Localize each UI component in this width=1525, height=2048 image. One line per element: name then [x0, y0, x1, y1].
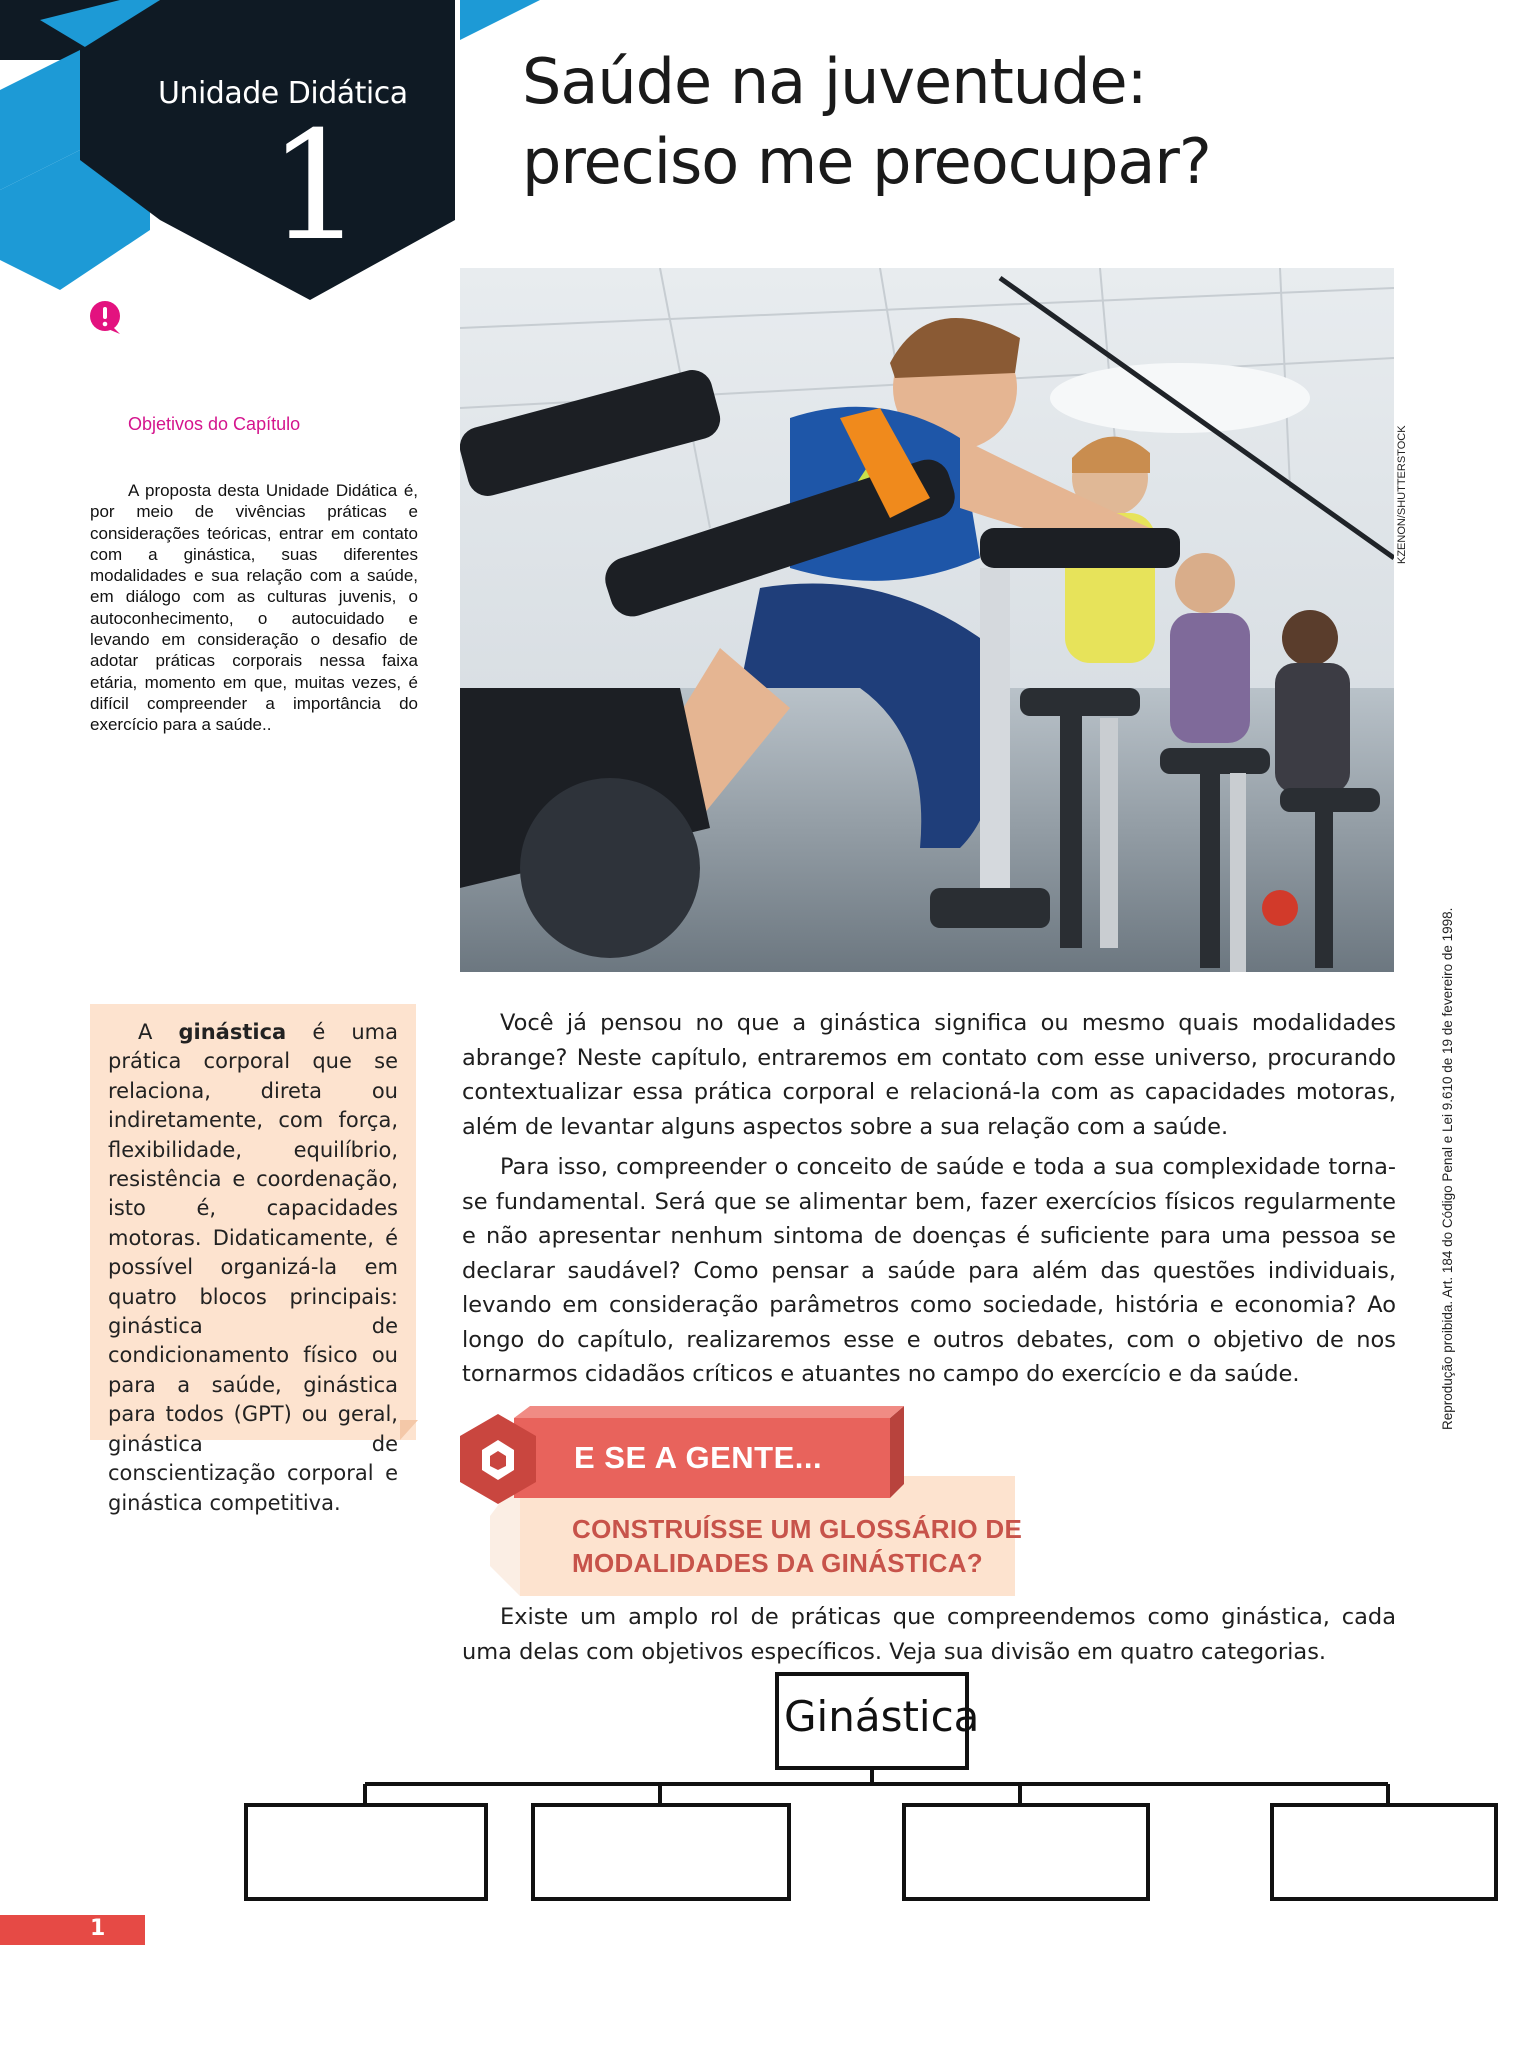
page-title-line-1: Saúde na juventude:: [522, 45, 1147, 118]
unit-label: Unidade Didática: [158, 76, 408, 111]
definition-text-rest: é uma prática corporal que se relaciona, direta ou indiretamente, com força, flexibilidade, equilíbrio, resistência e coordenação, isto é, capacidades motoras. Didaticamente, é possível organizá-la em quatro blocos principais: ginástica de condicionamento físico ou para a saúde, ginástica para todos (GPT) ou geral, ginástica de conscientização corporal e ginástica competitiva.: [108, 1020, 398, 1515]
definition-box-fold: [400, 1420, 418, 1442]
diagram-root-label: Ginástica: [784, 1692, 980, 1741]
body-paragraph-1: Você já pensou no que a ginástica significa ou mesmo quais modalidades abrange? Neste capítulo, entraremos em contato com esse universo, procurando contextualizar essa prática corporal e relacioná-la com as capacidades motoras, além de levantar alguns aspectos sobre a sua relação com a saúde.: [462, 1010, 1396, 1140]
diagram-child-box-1: [246, 1805, 486, 1899]
objectives-heading: Objetivos do Capítulo: [128, 414, 301, 434]
diagram-child-box-3: [904, 1805, 1148, 1899]
banner-subtitle-line-2: MODALIDADES DA GINÁSTICA?: [572, 1548, 983, 1578]
definition-term: ginástica: [178, 1020, 287, 1044]
exclamation-speech-icon: [88, 300, 124, 336]
spinning-class-illustration: [460, 268, 1394, 972]
unit-number: 1: [268, 100, 364, 274]
page-number-bar: [0, 1915, 145, 1945]
legal-notice: Reprodução proibida. Art. 184 do Código Penal e Lei 9.610 de 19 de fevereiro de 1998.: [1440, 907, 1455, 1430]
diagram-child-box-4: [1272, 1805, 1496, 1899]
banner-subtitle-line-1: CONSTRUÍSSE UM GLOSSÁRIO DE: [572, 1514, 1023, 1544]
photo-credit: KZENON/SHUTTERSTOCK: [1396, 425, 1408, 564]
spinning-class-photo: [460, 268, 1394, 972]
objectives-text: A proposta desta Unidade Didática é, por meio de vivências práticas e considerações teóricas, entrar em contato com a ginástica, suas diferentes modalidades e sua relação com a saúde, em diálogo com as culturas juvenis, o autoconhecimento, o autocuidado e levando em consideração o desafio de adotar práticas corporais nessa faixa etária, momento em que, muitas vezes, é difícil compreender a importância do exercício para a saúde..: [90, 481, 418, 735]
banner-subtitle: [572, 1512, 1022, 1580]
definition-text-start: A: [138, 1020, 179, 1044]
banner-title: E SE A GENTE...: [574, 1440, 823, 1475]
body-paragraph-2: Para isso, compreender o conceito de saúde e toda a sua complexidade torna-se fundamental. Será que se alimentar bem, fazer exercícios físicos regularmente e não apresentar nenhum sintoma de doenças é suficiente para uma pessoa se declarar saudável? Como pensar a saúde para além das questões individuais, levando em consideração parâmetros como sociedade, história e economia? Ao longo do capítulo, realizaremos esse e outros debates, com o objetivo de nos tornarmos cidadãos críticos e atuantes no campo do exercício e da saúde.: [462, 1154, 1396, 1387]
diagram-child-box-2: [533, 1805, 789, 1899]
body-paragraph-3: Existe um amplo rol de práticas que compreendemos como ginástica, cada uma delas com objetivos específicos. Veja sua divisão em quatro categorias.: [462, 1604, 1396, 1665]
page-title-line-2: preciso me preocupar?: [522, 125, 1211, 198]
page-number: 1: [90, 1916, 106, 1941]
definition-box-text: [108, 1018, 398, 1518]
page-title: [522, 42, 1422, 202]
